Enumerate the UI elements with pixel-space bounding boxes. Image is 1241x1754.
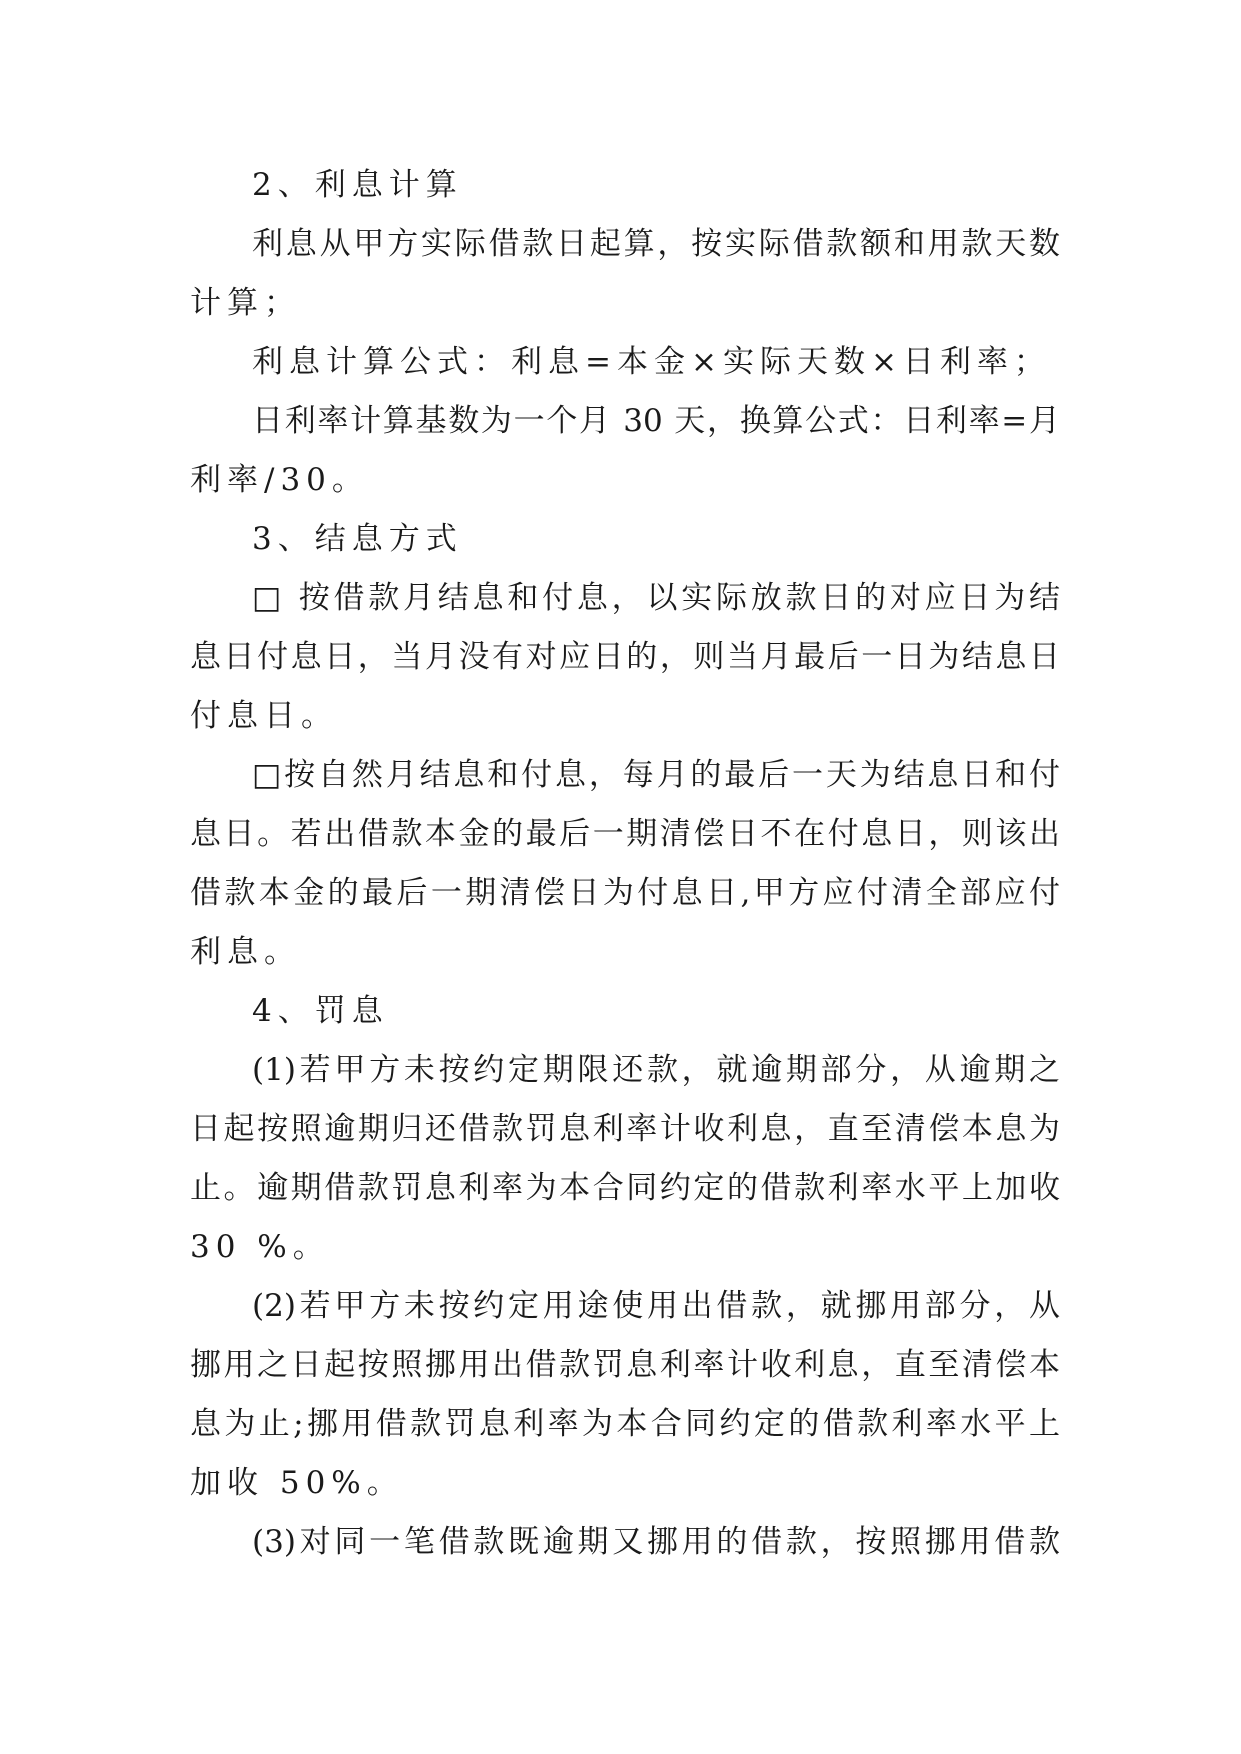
paragraph-line: (1)若甲方未按约定期限还款，就逾期部分，从逾期之: [252, 1052, 1060, 1088]
paragraph-line: 付息日。: [190, 698, 338, 734]
paragraph-line: 利息从甲方实际借款日起算，按实际借款额和用款天数: [252, 226, 1060, 262]
paragraph-line: (2)若甲方未按约定用途使用出借款，就挪用部分，从: [252, 1288, 1060, 1324]
paragraph-line: 挪用之日起按照挪用出借款罚息利率计收利息，直至清偿本: [190, 1347, 1060, 1383]
paragraph-line: 息日付息日，当月没有对应日的，则当月最后一日为结息日: [190, 639, 1060, 675]
paragraph-line: 利率/30。: [190, 462, 369, 498]
paragraph-line: (3)对同一笔借款既逾期又挪用的借款，按照挪用借款: [252, 1524, 1060, 1560]
section-heading-penalty-interest: 4、罚息: [252, 993, 389, 1029]
paragraph-line: 加收 50%。: [190, 1465, 404, 1501]
paragraph-line: 计算；: [190, 285, 301, 321]
section-heading-interest-calculation: 2、利息计算: [252, 167, 463, 203]
paragraph-line: 息日。若出借款本金的最后一期清偿日不在付息日，则该出: [190, 816, 1060, 852]
checkbox-option-line: □ 按借款月结息和付息，以实际放款日的对应日为结: [252, 580, 1060, 616]
paragraph-line: 利息。: [190, 934, 301, 970]
paragraph-line: 息为止;挪用借款罚息利率为本合同约定的借款利率水平上: [190, 1406, 1060, 1442]
paragraph-line: 日利率计算基数为一个月 30 天，换算公式：日利率=月: [252, 403, 1060, 439]
section-heading-settlement-method: 3、结息方式: [252, 521, 463, 557]
paragraph-line: 借款本金的最后一期清偿日为付息日,甲方应付清全部应付: [190, 875, 1060, 911]
paragraph-line: 止。逾期借款罚息利率为本合同约定的借款利率水平上加收: [190, 1170, 1060, 1206]
paragraph-line: 利息计算公式：利息=本金×实际天数×日利率；: [252, 344, 1051, 380]
paragraph-line: 日起按照逾期归还借款罚息利率计收利息，直至清偿本息为: [190, 1111, 1060, 1147]
paragraph-line: 30 %。: [190, 1229, 330, 1265]
checkbox-option-line: □按自然月结息和付息，每月的最后一天为结息日和付: [252, 757, 1060, 793]
